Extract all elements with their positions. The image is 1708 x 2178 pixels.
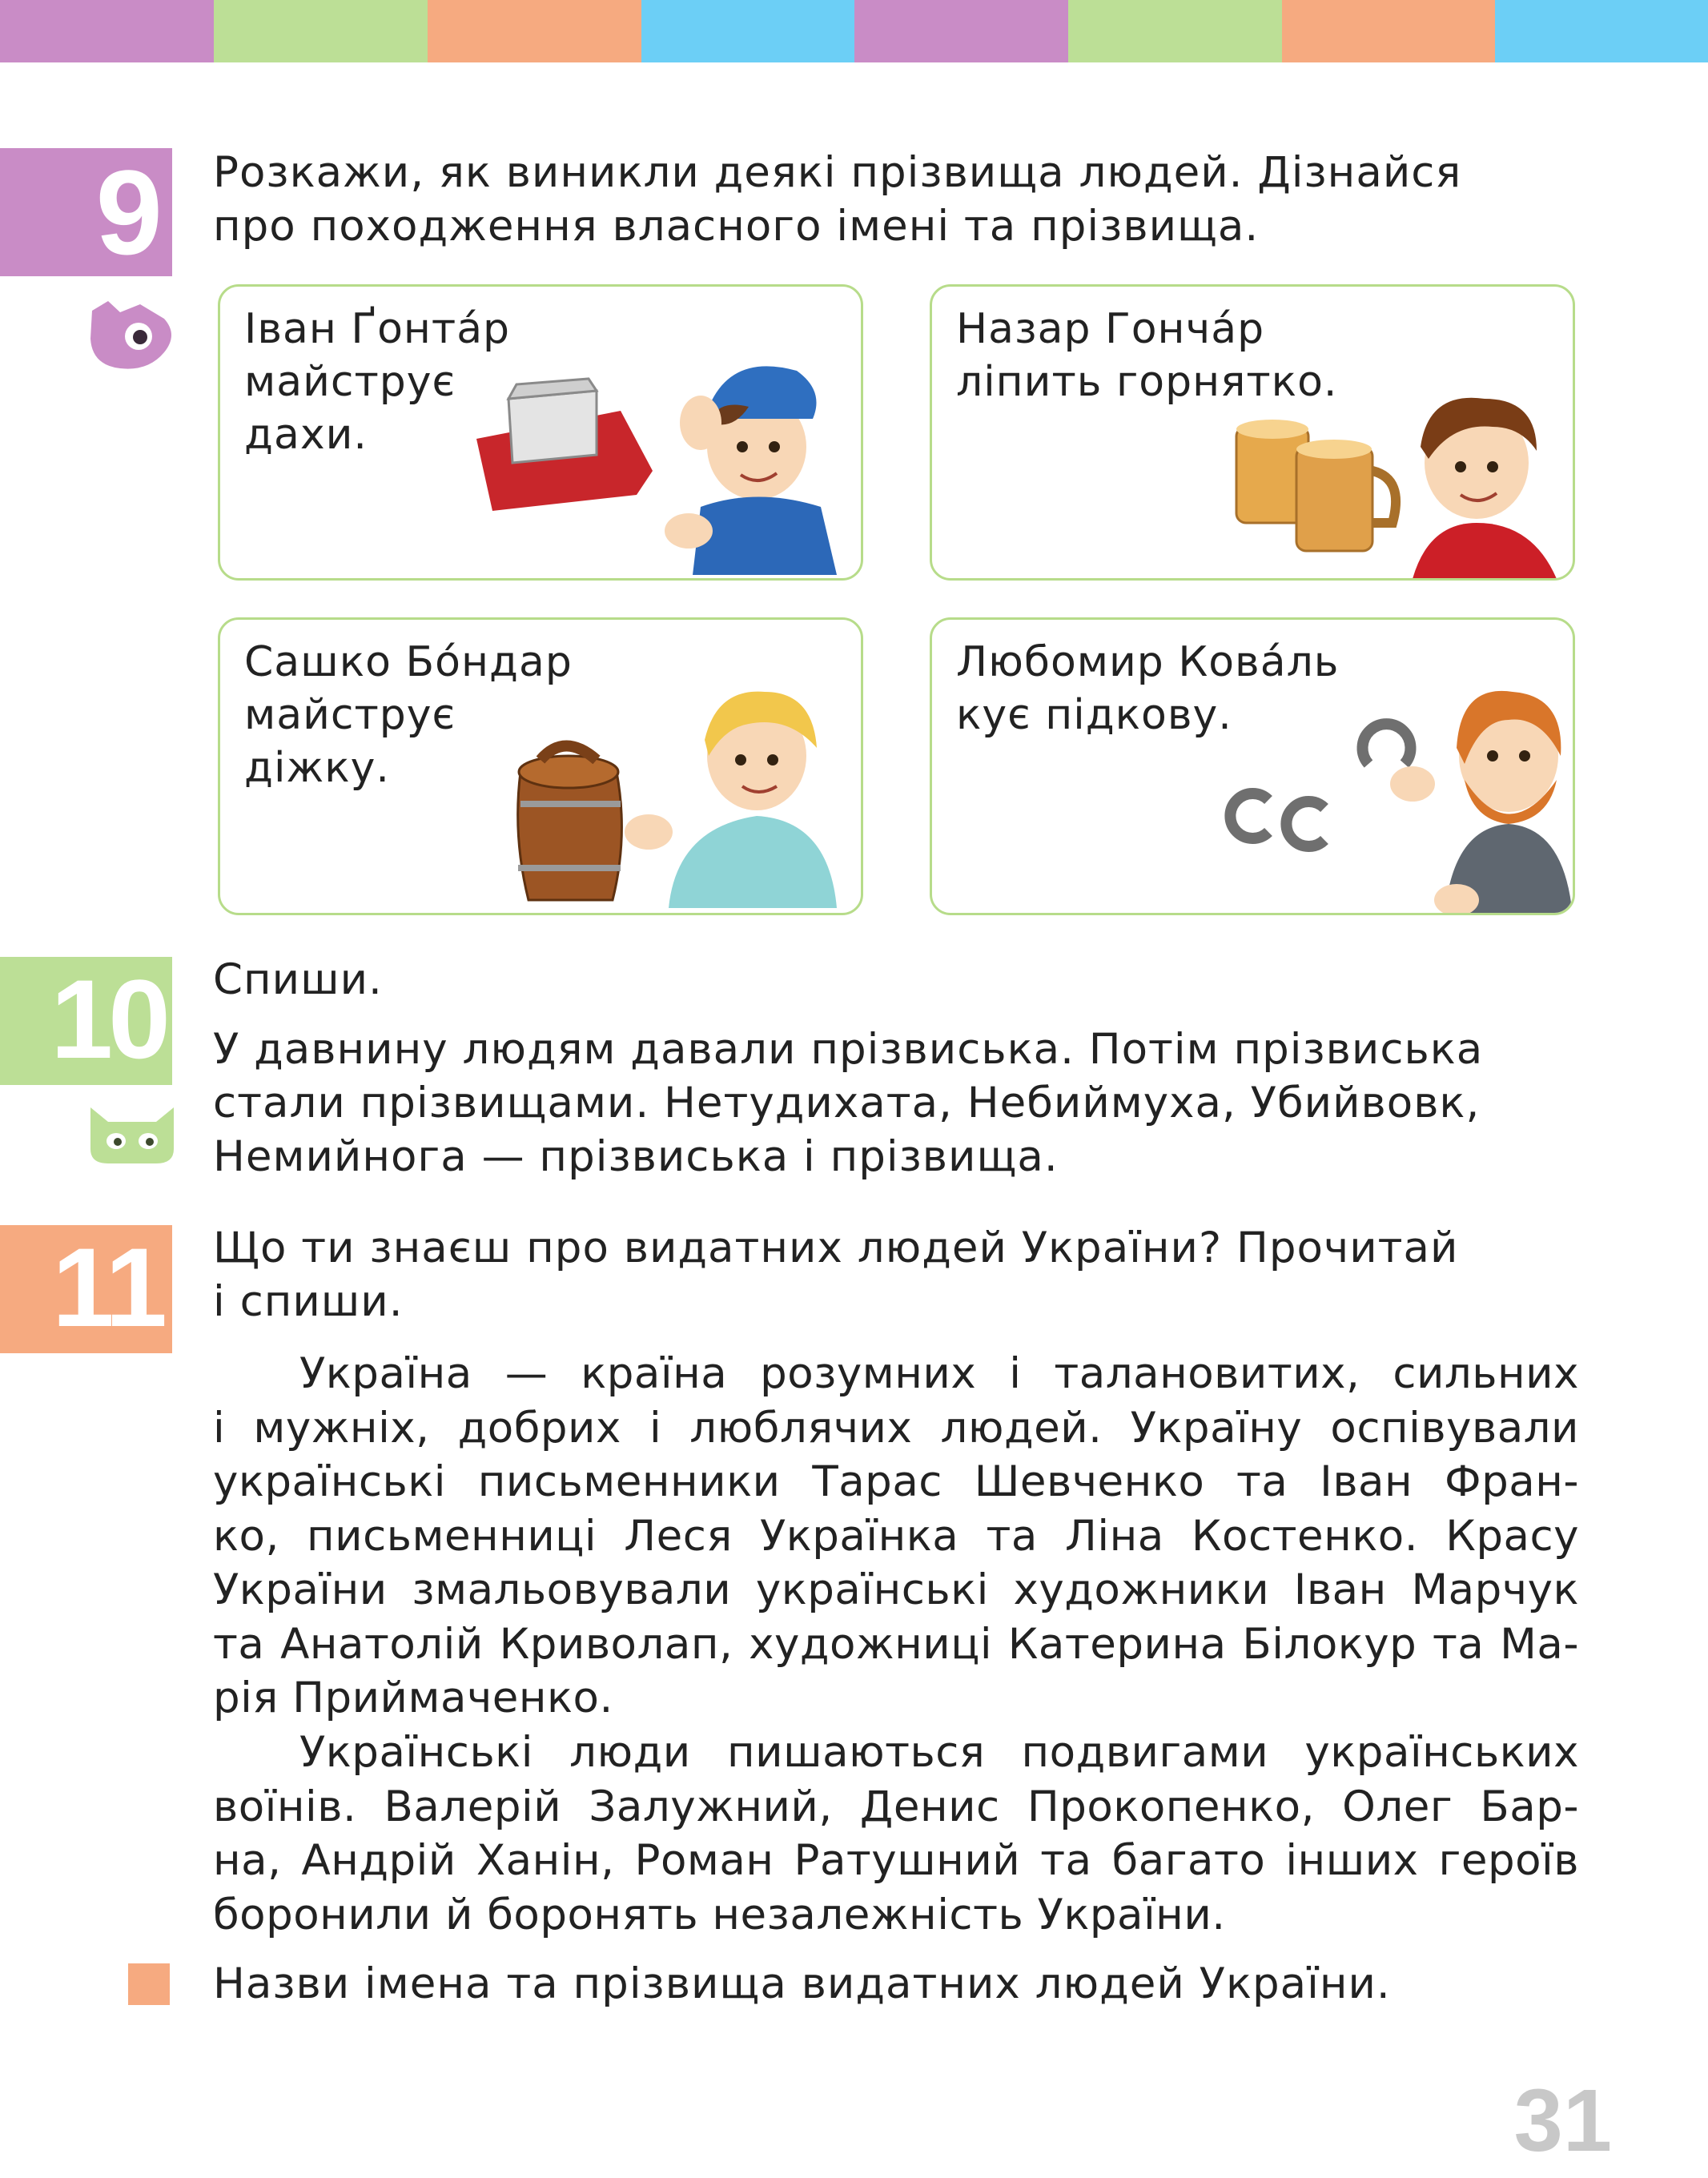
task9-line-1: Розкажи, як виникли деякі прізвища людей. Дізнайся <box>213 148 1462 197</box>
stripe-7 <box>1282 0 1495 62</box>
task11-line-1: Що ти знаєш про видатних людей України? Прочитай <box>213 1224 1459 1272</box>
task10-line-2: стали прізвищами. Нетудихата, Небиймуха, Убийвовк, <box>213 1079 1481 1127</box>
task10-line-3: Немийнога — прізвиська і прізвища. <box>213 1132 1059 1181</box>
card-line: майструє <box>244 691 456 739</box>
card-line: Назар Гонча́р <box>956 305 1265 353</box>
card-line: Іван Ґонта́р <box>244 305 511 353</box>
task-number-11 <box>0 1225 172 1353</box>
potter-boy-with-mugs-illustration <box>1220 383 1573 579</box>
task11-paragraph-2 <box>213 1726 1579 1942</box>
cat-icon <box>84 1101 180 1165</box>
stripe-3 <box>428 0 641 62</box>
paragraph-line: ко, письменниці Леся Українка та Ліна Костенко. Красу <box>213 1511 1579 1561</box>
task11-paragraph-1 <box>213 1347 1579 1726</box>
paragraph-line: на, Андрій Ханін, Роман Ратушний та багато інших героїв <box>213 1836 1579 1885</box>
card-line: дахи. <box>244 411 368 459</box>
task10-line-1: У давнину людям давали прізвиська. Потім прізвиська <box>213 1025 1484 1074</box>
paragraph-line: боронили й боронять незалежність України. <box>213 1890 1226 1939</box>
card-potter <box>930 284 1575 581</box>
roofer-boy-with-roof-illustration <box>460 335 845 575</box>
task9-line-2: про походження власного імені та прізвища. <box>213 202 1260 251</box>
stripe-8 <box>1495 0 1708 62</box>
card-cooper <box>218 617 863 915</box>
stripe-4 <box>641 0 854 62</box>
card-blacksmith <box>930 617 1575 915</box>
task-number-9 <box>0 145 172 279</box>
card-line: ліпить горнятко. <box>956 358 1338 406</box>
card-line: Сашко Бо́ндар <box>244 638 573 686</box>
question-marker <box>128 1963 170 2005</box>
paragraph-line: рія Приймаченко. <box>213 1674 613 1722</box>
paragraph-line: та Анатолій Криволап, художниці Катерина Білокур та Ма- <box>213 1619 1579 1669</box>
task11-question <box>213 1957 1391 2011</box>
stripe-2 <box>214 0 428 62</box>
task-number-label: 11 <box>52 1224 164 1350</box>
stripe-1 <box>0 0 214 62</box>
stripe-6 <box>1068 0 1282 62</box>
stripe-5 <box>854 0 1068 62</box>
paragraph-line: українські письменники Тарас Шевченко та Іван Фран- <box>213 1457 1579 1506</box>
task-number-10 <box>0 957 172 1085</box>
paragraph-line: і мужніх, добрих і люблячих людей. Україну оспівували <box>213 1403 1579 1453</box>
blacksmith-with-horseshoes-illustration <box>1172 668 1573 915</box>
card-line: Любомир Кова́ль <box>956 638 1340 686</box>
card-line: діжку. <box>244 744 390 792</box>
task10-instruction <box>213 953 383 1007</box>
task11-instruction <box>213 1221 1458 1328</box>
card-line: майструє <box>244 358 456 406</box>
paragraph-line: Українські люди пишаються подвигами українських <box>299 1728 1579 1777</box>
card-roofer <box>218 284 863 581</box>
task-number-label: 9 <box>95 145 163 279</box>
cooper-boy-with-barrel-illustration <box>508 684 845 912</box>
task11-line-2: і спиши. <box>213 1277 404 1326</box>
card-line: кує підкову. <box>956 691 1232 739</box>
task10-instruction-label: Спиши. <box>213 955 383 1004</box>
page-number: 31 <box>1513 2072 1612 2170</box>
paragraph-line: України змальовували українські художники Іван Марчук <box>213 1565 1579 1614</box>
paragraph-line: Україна — країна розумних і талановитих, сильних <box>299 1349 1579 1398</box>
task9-instruction <box>213 146 1461 253</box>
owl-icon <box>84 295 180 375</box>
paragraph-line: воїнів. Валерій Залужний, Денис Прокопенко, Олег Бар- <box>213 1782 1579 1831</box>
task10-text <box>213 1023 1483 1183</box>
task-number-label: 10 <box>50 956 166 1082</box>
task11-question-label: Назви імена та прізвища видатних людей України. <box>213 1959 1391 2008</box>
